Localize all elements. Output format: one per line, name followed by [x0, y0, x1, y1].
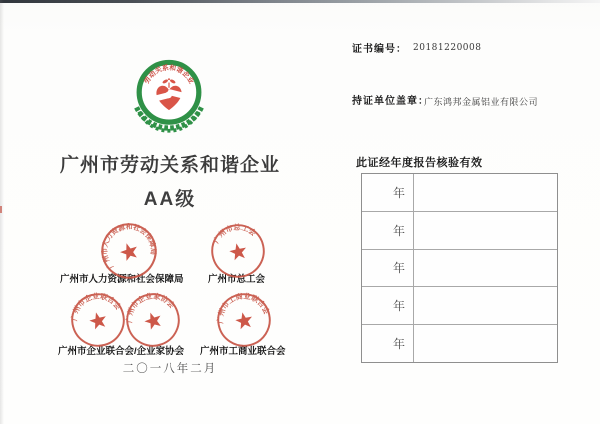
svg-text:广州市工商业联合会: 广州市工商业联合会: [215, 291, 272, 324]
table-row: [362, 212, 557, 250]
year-cell: 年: [362, 325, 414, 362]
signatory-label-3: 广州市企业联合会/企业家协会: [58, 346, 185, 357]
blank-cell: [414, 250, 557, 287]
signatory-label-2: 广州市总工会: [208, 274, 266, 285]
certificate-grade: AA级: [143, 189, 197, 210]
certificate-number-value: 20181220008: [413, 43, 482, 53]
holder-seal-label: 持证单位盖章：: [352, 96, 429, 107]
svg-text:广州市企业联合会: 广州市企业联合会: [69, 291, 123, 322]
table-row: [362, 250, 557, 288]
blank-cell: [414, 325, 557, 362]
scan-edge-line: [0, 0, 600, 3]
annual-verification-caption: 此证经年度报告核验有效: [356, 157, 483, 169]
year-cell: 年: [362, 287, 414, 324]
blank-cell: [414, 212, 557, 249]
harmonious-labor-emblem-icon: [124, 52, 214, 137]
issue-date: 二〇一八年二月: [122, 363, 218, 375]
svg-text:广州市人力资源和社会保障局: 广州市人力资源和社会保障局: [101, 223, 157, 271]
table-row: [362, 174, 557, 212]
table-row: [362, 325, 557, 362]
signatory-label-4: 广州市工商业联合会: [200, 346, 286, 357]
certificate-title: 广州市劳动关系和谐企业: [59, 155, 280, 176]
stamp-industry-commerce-federation: [211, 287, 277, 353]
blank-cell: [414, 174, 557, 211]
year-cell: 年: [362, 250, 414, 287]
certificate-number-label: 证书编号：: [352, 44, 407, 55]
stamp-federation-trade-unions: [205, 218, 271, 284]
annual-verification-table: [361, 173, 558, 363]
signatory-label-1: 广州市人力资源和社会保障局: [60, 274, 184, 285]
svg-text:广州市总工会: 广州市总工会: [211, 222, 258, 245]
emblem-ring-text: 劳动关系和谐企业: [143, 64, 195, 86]
blank-cell: [414, 287, 557, 324]
holder-company-name: 广东鸿邦金属铝业有限公司: [424, 98, 539, 108]
year-cell: 年: [362, 174, 414, 211]
table-row: [362, 287, 557, 325]
year-cell: 年: [362, 212, 414, 249]
svg-text:广州市企业家协会: 广州市企业家协会: [124, 291, 177, 324]
